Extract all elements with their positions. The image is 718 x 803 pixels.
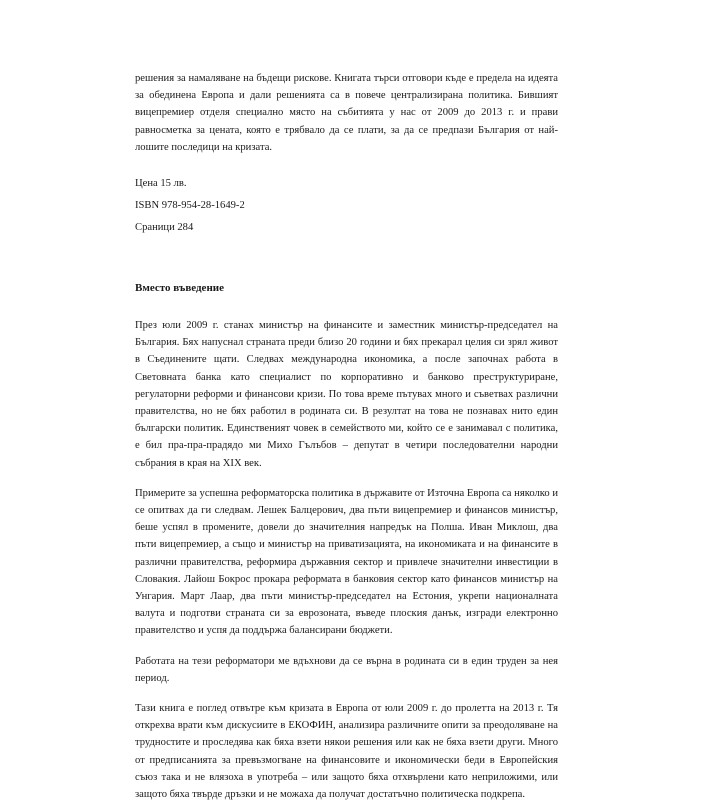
intro-paragraph: решения за намаляване на бъдещи рискове. Книгата търси отговори къде е предела на идеята за обединена Европа и дали решенията са в повече централизирана политика. Бившият вицепремиер отделя специално място на събитията у нас от 2009 до 2013 г. и прави равносметка за цената, която е трябвало да се плати, за да се предпази България от най-лошите последици на кризата. xyxy=(135,73,558,153)
book-isbn: ISBN 978-954-28-1649-2 xyxy=(135,200,245,212)
book-page-count: Сраници 284 xyxy=(135,222,194,234)
body-paragraph: Примерите за успешна реформаторска политика в държавите от Източна Европа са няколко и се опитвах да ги следвам. Лешек Балцерович, два пъти вицепремиер и финансов министър, беше успял в промените, довели до значителния напредък на Полша. Иван Миклош, два пъти вицепремиер, а също и министър на приватизацията, на икономиката и на финансите в различни правителства, реформира държавния сектор и привлече значителни инвестиции в Словакия. Лайош Бокрос прокара реформата в банковия сектор като финансов министър на Унгария. Март Лаар, два пъти министър-председател на Естония, укрепи националната валута и подготви страната си за еврозоната, въведе плоския данък, изгради електронно правителство и успя да поддържа балансирани бюджети. xyxy=(135,487,558,637)
body-paragraph: Работата на тези реформатори ме вдъхнови да се върна в родината си в един труден за нея период. xyxy=(135,655,558,684)
body-paragraph: През юли 2009 г. станах министър на финансите и заместник министър-председател на България. Бях напуснал страната преди близо 20 години и бях прекарал целия си зрял живот в Съединените щати. Следвах международна икономика, а после започнах работа в Световната банка като специалист по корпоративно и банково преструктуриране, регулаторни реформи и финансови кризи. По това време пътувах много и съветвах различни правителства, но не бях работил в родината си. В резултат на това не познавах нито един български политик. Единственият човек в семейството ми, който се е занимавал с политика, е бил пра-пра-прадядо ми Михо Гълъбов – депутат в четири последователни народни събрания в края на XIX век. xyxy=(135,320,558,469)
body-paragraph: Тази книга е поглед отвътре към кризата в Европа от юли 2009 г. до пролетта на 2013 г. Тя откреxва врати към дискусиите в ЕКОФИН, анализира различните опити за преодоляване на трудностите и проследява как бяха взети някои решения или как не бяха взети други. Много от предписанията за превъзмогване на финансовите и икономически беди в Европейския съюз така и не влязоха в употреба – или защото бяха отхвърлени като неприложими, или защото бяха твърде дръзки и не можаха да получат достатъчно политическа подкрепа. xyxy=(135,703,558,801)
section-heading: Вместо въведение xyxy=(135,282,224,295)
document-page xyxy=(135,70,558,803)
book-price: Цена 15 лв. xyxy=(135,178,187,190)
